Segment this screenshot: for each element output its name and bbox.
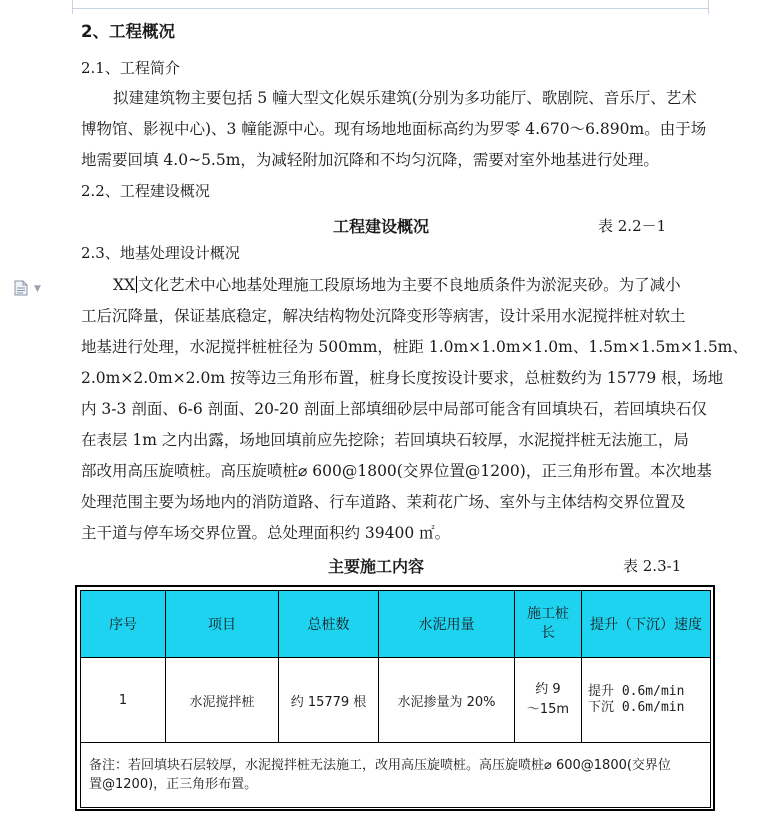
page-corner-mark-right [708,0,709,14]
section-heading: 2、工程概况 [81,22,175,41]
table-note-line-1: 备注：若回填块石层较厚，水泥搅拌桩无法施工，改用高压旋喷桩。高压旋喷桩⌀ 600@1800(交界位 [89,758,671,773]
construction-table-frame [75,585,715,811]
section-2-1-title: 2.1、工程简介 [81,59,180,77]
cell-item: 水泥搅拌桩 [166,658,279,743]
design-line-9: 主干道与停车场交界位置。总处理面积约 39400 ㎡。 [81,524,451,542]
construction-table [80,590,711,808]
header-length: 施工桩长 [515,591,582,658]
cell-speed-down: 下沉 0.6m/min [588,700,685,715]
page-top-border [72,8,708,9]
design-line-4: 2.0m×2.0m×2.0m 按等边三角形布置，桩身长度按设计要求，总桩数约为 15779 根，场地 [81,369,724,387]
header-no: 序号 [81,591,166,658]
design-line-8: 处理范围主要为场地内的消防道路、行车道路、茉莉花广场、室外与主体结构交界位置及 [81,493,686,511]
table-2-3-number: 表 2.3-1 [623,557,682,575]
table-note [81,743,711,808]
table-2-3-title: 主要施工内容 [328,557,425,576]
header-cement: 水泥用量 [379,591,515,658]
document-icon[interactable] [14,280,41,296]
design-line-7: 部改用高压旋喷桩。高压旋喷桩⌀ 600@1800(交界位置@1200)，正三角形布置。本次地基 [81,462,712,480]
text-cursor [136,276,137,293]
design-line-1 [113,275,681,295]
header-count: 总桩数 [279,591,379,658]
intro-line-3: 地需要回填 4.0~5.5m，为减轻附加沉降和不均匀沉降，需要对室外地基进行处理。 [81,151,659,169]
cell-no: 1 [81,658,166,743]
design-line-1-prefix: XX [113,276,136,294]
cell-length-line-2: ～15m [526,702,570,717]
design-line-5: 内 3-3 剖面、6-6 剖面、20-20 剖面上部填细砂层中局部可能含有回填块石，若回填块石仅 [81,400,707,418]
cell-length-line-1: 约 9 [535,682,561,697]
cell-speed-up: 提升 0.6m/min [588,684,685,699]
cell-cement: 水泥掺量为 20% [379,658,515,743]
section-2-2-title: 2.2、工程建设概况 [81,182,210,200]
document-icon-glyph [14,280,28,296]
header-speed: 提升（下沉）速度 [582,591,711,658]
table-2-2-number: 表 2.2－1 [598,217,667,235]
table-note-row [81,743,711,808]
design-line-3: 地基进行处理，水泥搅拌桩桩径为 500mm，桩距 1.0m×1.0m×1.0m、1.5m×1.5m×1.5m、 [81,338,748,356]
table-header-row [81,591,711,658]
chevron-down-icon[interactable]: ▼ [34,284,41,294]
design-line-6: 在表层 1m 之内出露，场地回填前应先挖除；若回填块石较厚，水泥搅拌桩无法施工，局 [81,431,689,449]
design-line-2: 工后沉降量，保证基底稳定，解决结构物处沉降变形等病害，设计采用水泥搅拌桩对软土 [81,307,686,325]
cell-count: 约 15779 根 [279,658,379,743]
section-2-3-title: 2.3、地基处理设计概况 [81,244,240,262]
cell-speed [582,658,711,743]
page-corner-mark-left [72,0,73,14]
header-item: 项目 [166,591,279,658]
table-row [81,658,711,743]
table-note-line-2: 置@1200)，正三角形布置。 [89,777,258,792]
intro-line-1: 拟建建筑物主要包括 5 幢大型文化娱乐建筑(分别为多功能厅、歌剧院、音乐厅、艺术 [113,89,697,107]
intro-line-2: 博物馆、影视中心)、3 幢能源中心。现有场地地面标高约为罗零 4.670～6.890m。由于场 [81,120,707,138]
cell-length [515,658,582,743]
design-line-1-rest: 文化艺术中心地基处理施工段原场地为主要不良地质条件为淤泥夹砂。为了减小 [138,276,681,294]
table-2-2-title: 工程建设概况 [333,217,430,236]
